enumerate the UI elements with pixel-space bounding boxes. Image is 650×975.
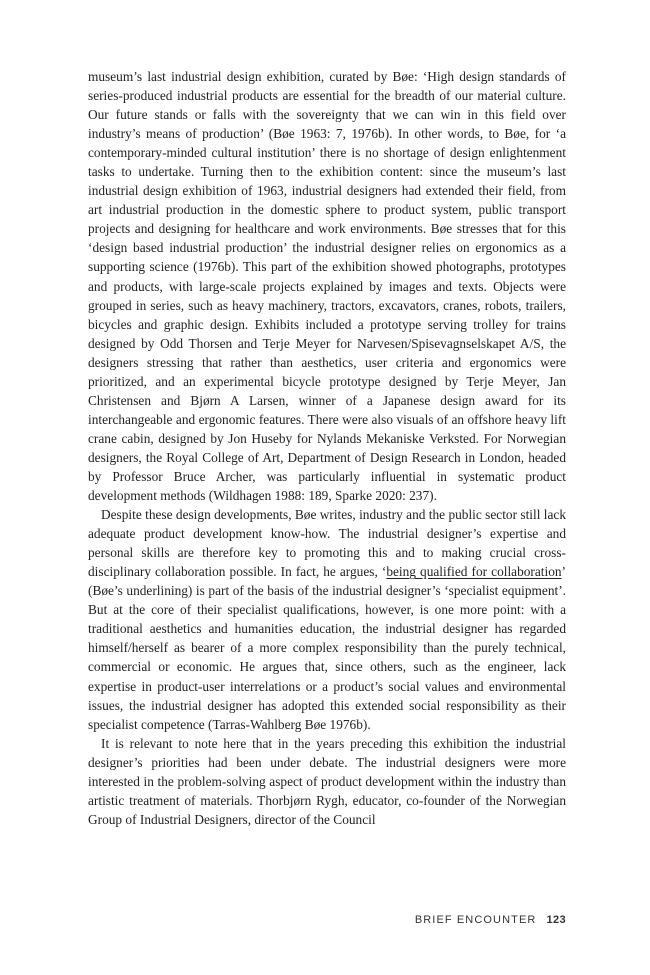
- underlined-phrase: being qualified for collaboration: [386, 564, 562, 580]
- paragraph-2-text-start: Despite these design developments, Bøe writes, industry and the public sector still lack adequate product development know-how. The industrial designer’s expertise and personal skills are therefore key to promoting this and to making crucial cross-disciplinary collaboration possible. In fact, he argues, ‘: [88, 507, 566, 580]
- page-number: 123: [546, 914, 566, 926]
- paragraph-3: [88, 734, 566, 829]
- paragraph-1-text: museum’s last industrial design exhibition, curated by Bøe: ‘High design standards of series-produced industrial products are essential for the breadth of our material culture. Our future stands or falls with the sovereignty that we can win in this field over industry’s means of production’ (Bøe 1963: 7, 1976b). In other words, to Bøe, for ‘a contemporary-minded cultural institution’ there is no shortage of design enlightenment tasks to undertake. Turning then to the exhibition content: since the museum’s last industrial design exhibition of 1963, industrial designers had extended their field, from art industrial production in the domestic sphere to product system, public transport projects and designing for healthcare and work environments. Bøe stresses that for this ‘design based industrial production’ the industrial designer relies on ergonomics as a supporting science (1976b). This part of the exhibition showed photographs, prototypes and products, with large-scale projects explained by images and texts. Objects were grouped in series, such as heavy machinery, tractors, excavators, cranes, robots, trailers, bicycles and graphic design. Exhibits included a prototype serving trolley for trains designed by Odd Thorsen and Terje Meyer for Narvesen/Spisevagnselskapet A/S, the designers stressing that rather than aesthetics, user criteria and ergonomics were prioritized, and an experimental bicycle prototype designed by Terje Meyer, Jan Christensen and Bjørn A Larsen, winner of a Japanese design award for its interchangeable and ergonomic features. There were also visuals of an offshore heavy lift crane cabin, designed by Jon Huseby for Nylands Mekaniske Verksted. For Norwegian designers, the Royal College of Art, Department of Design Research in London, headed by Professor Bruce Archer, was particularly influential in systematic product development methods (Wildhagen 1988: 189, Sparke 2020: 237).: [88, 69, 566, 504]
- paragraph-2-text-end: ’ (Bøe’s underlining) is part of the basis of the industrial designer’s ‘specialist equipment’. But at the core of their specialist qualifications, however, is one more point: with a traditional aesthetics and humanities education, the industrial designer has regarded himself/herself as bearer of a more complex responsibility than the purely technical, commercial or economic. He argues that, since others, such as the engineer, lack expertise in product-user interrelations or a product’s social values and environmental issues, the industrial designer has adopted this extended social responsibility as their specialist competence (Tarras-Wahlberg Bøe 1976b).: [88, 564, 566, 732]
- running-footer: [415, 914, 566, 926]
- body-text: [88, 67, 566, 829]
- paragraph-3-text: It is relevant to note here that in the years preceding this exhibition the industrial designer’s priorities had been under debate. The industrial designers were more interested in the problem-solving aspect of product development within the industry than artistic treatment of materials. Thorbjørn Rygh, educator, co-founder of the Norwegian Group of Industrial Designers, director of the Council: [88, 735, 566, 827]
- running-head-title: BRIEF ENCOUNTER: [414, 914, 537, 926]
- paragraph-1: [88, 67, 566, 505]
- paragraph-2: [88, 505, 566, 734]
